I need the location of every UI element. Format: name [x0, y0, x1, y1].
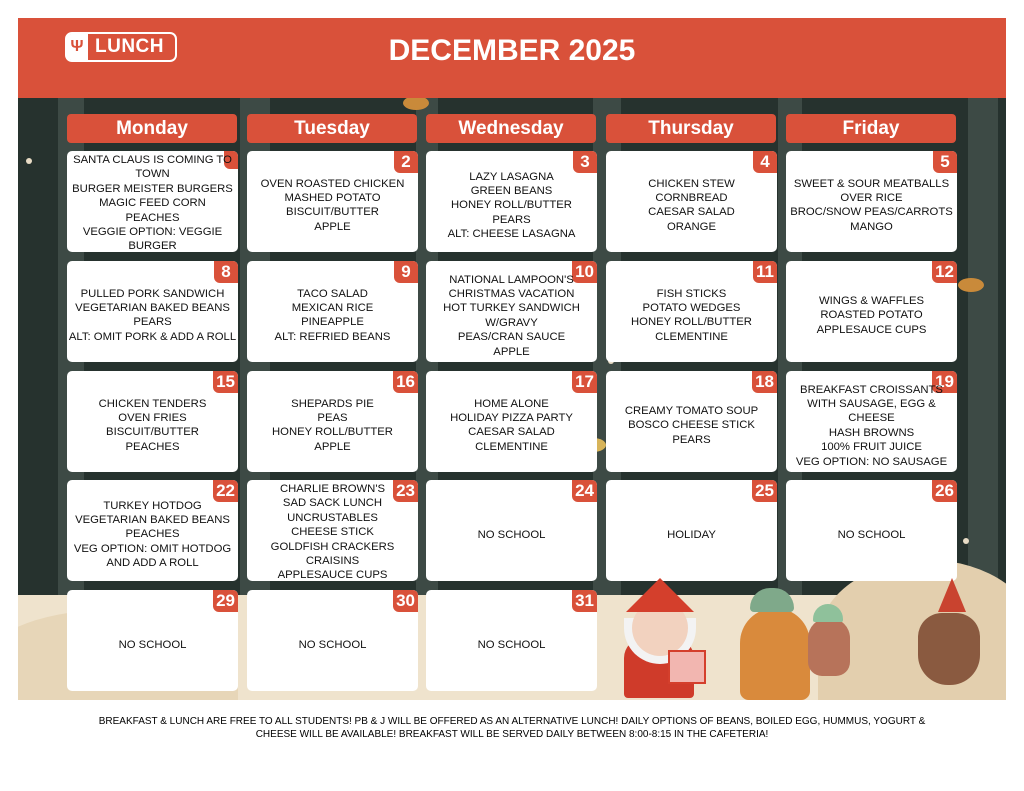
menu-items — [248, 177, 417, 235]
menu-line: CREAMY TOMATO SOUP — [624, 405, 759, 417]
menu-line: WITH SAUSAGE, EGG & CHEESE — [807, 397, 936, 425]
menu-line: OVER RICE — [840, 191, 903, 204]
menu-line: SAD SACK LUNCH — [282, 497, 383, 510]
menu-line: PEARS — [133, 316, 172, 329]
day-cell-week2-tuesday — [247, 261, 418, 362]
menu-line: TACO SALAD — [297, 287, 368, 300]
menu-line: VEG OPTION: NO SAUSAGE — [795, 455, 948, 468]
menu-line: PEARS — [492, 213, 531, 226]
date-number: 17 — [572, 371, 597, 393]
menu-line: MEXICAN RICE — [291, 301, 374, 314]
menu-items — [427, 528, 596, 542]
calendar-sheet — [18, 18, 1006, 700]
day-cell-week2-thursday — [606, 261, 777, 362]
menu-items — [427, 170, 596, 242]
date-number: 8 — [214, 261, 238, 283]
menu-items — [68, 153, 237, 252]
menu-line: GOLDFISH CRACKERS — [270, 540, 395, 553]
menu-items — [427, 273, 596, 359]
menu-line: PEACHES — [125, 528, 180, 541]
menu-items — [68, 287, 237, 345]
menu-items — [68, 638, 237, 652]
day-cell-week1-monday — [67, 151, 238, 252]
date-number: 22 — [213, 480, 238, 502]
menu-line: APPLE — [314, 220, 351, 233]
menu-line: FISH STICKS — [656, 287, 727, 300]
menu-line: TURKEY HOTDOG — [103, 499, 202, 512]
menu-line: HOLIDAY — [667, 528, 716, 541]
menu-line: CAESAR SALAD — [648, 206, 735, 219]
menu-items — [248, 638, 417, 652]
date-number: 12 — [932, 261, 957, 283]
menu-line: PEACHES — [125, 211, 180, 224]
menu-items — [68, 499, 237, 571]
menu-line: LAZY LASAGNA — [469, 170, 554, 183]
menu-items — [248, 287, 417, 345]
day-cell-week4-monday — [67, 480, 238, 581]
day-header-wednesday: Wednesday — [426, 114, 596, 143]
date-number: 10 — [572, 261, 597, 283]
menu-items — [607, 528, 776, 542]
date-number: 19 — [932, 371, 957, 393]
header-bar — [18, 18, 1006, 98]
day-cell-week5-monday — [67, 590, 238, 691]
menu-line: HASH BROWNS — [828, 426, 915, 439]
menu-items — [787, 294, 956, 337]
date-number: 18 — [752, 371, 777, 393]
menu-line: BISCUIT/BUTTER — [286, 206, 379, 219]
gift-icon — [668, 650, 706, 684]
menu-line: CAESAR SALAD — [468, 426, 555, 439]
menu-line: SANTA CLAUS IS COMING TO TOWN — [73, 154, 232, 181]
menu-line: SHEPARDS PIE — [291, 397, 374, 410]
owl-illustration — [808, 618, 850, 676]
menu-line: PEACHES — [125, 440, 180, 453]
date-number: 5 — [933, 151, 957, 173]
date-number: 9 — [394, 261, 418, 283]
fork-icon: Ψ — [66, 34, 88, 60]
menu-line: WINGS & WAFFLES — [818, 295, 925, 307]
day-cell-week4-wednesday — [426, 480, 597, 581]
menu-line: VEGETARIAN BAKED BEANS — [75, 301, 230, 314]
day-cell-week2-wednesday — [426, 261, 597, 362]
footer-line-2: CHEESE WILL BE AVAILABLE! BREAKFAST WILL BE SERVED DAILY BETWEEN 8:00-8:15 IN THE CAFETERIA! — [255, 729, 769, 740]
menu-line: CORNBREAD — [655, 191, 728, 204]
menu-line: NATIONAL LAMPOON'S CHRISTMAS VACATION — [448, 273, 575, 300]
menu-items — [787, 177, 956, 235]
menu-line: BISCUIT/BUTTER — [106, 426, 199, 439]
menu-line: APPLE — [493, 345, 530, 358]
date-number: 24 — [572, 480, 597, 502]
day-cell-week3-tuesday — [247, 371, 418, 472]
menu-line: APPLESAUCE CUPS — [816, 323, 927, 336]
menu-line: ORANGE — [667, 220, 716, 233]
menu-line: APPLESAUCE CUPS — [277, 569, 388, 581]
menu-line: VEGETARIAN BAKED BEANS — [75, 513, 230, 526]
menu-line: ROASTED POTATO — [820, 309, 923, 322]
footer-line-1: BREAKFAST & LUNCH ARE FREE TO ALL STUDENTS! PB & J WILL BE OFFERED AS AN ALTERNATIVE LUNCH! DAILY OPTIONS OF BEANS, BOILED EGG, HUMMUS, YOGURT & — [98, 716, 926, 727]
snow-dot — [26, 158, 32, 164]
menu-line: SWEET & SOUR MEATBALLS — [793, 177, 950, 190]
deer-hat-icon — [938, 578, 966, 612]
date-number: 29 — [213, 590, 238, 612]
menu-line: BREAKFAST CROISSANTS — [800, 383, 943, 396]
date-number: 23 — [393, 480, 418, 502]
menu-line: APPLE — [314, 440, 351, 453]
menu-line: OVEN FRIES — [118, 411, 187, 424]
menu-items — [607, 177, 776, 235]
date-number: 4 — [753, 151, 777, 173]
date-number: 25 — [752, 480, 777, 502]
fox-illustration — [740, 608, 810, 700]
logo-label: LUNCH — [95, 36, 164, 57]
menu-line: PEARS — [672, 433, 711, 446]
day-cell-week5-tuesday — [247, 590, 418, 691]
day-cell-week1-wednesday — [426, 151, 597, 252]
menu-line: NO SCHOOL — [477, 638, 546, 651]
menu-line: ALT: REFRIED BEANS — [274, 330, 391, 343]
day-cell-week2-friday — [786, 261, 957, 362]
menu-line: CRAISINS — [305, 555, 360, 568]
menu-line: CHEESE STICK — [291, 526, 374, 539]
menu-line: CHICKEN STEW — [648, 177, 735, 190]
menu-line: 100% FRUIT JUICE — [821, 441, 922, 454]
menu-items — [787, 528, 956, 542]
day-cell-week1-tuesday — [247, 151, 418, 252]
footer-note — [60, 715, 964, 741]
day-cell-week3-wednesday — [426, 371, 597, 472]
day-cell-week1-thursday — [606, 151, 777, 252]
day-cell-week3-friday — [786, 371, 957, 472]
date-number: 31 — [572, 590, 597, 612]
menu-line: GREEN BEANS — [470, 184, 553, 197]
menu-line: HONEY ROLL/BUTTER — [631, 316, 752, 329]
date-number: 15 — [213, 371, 238, 393]
day-cell-week3-monday — [67, 371, 238, 472]
day-cell-week4-friday — [786, 480, 957, 581]
day-cell-week2-monday — [67, 261, 238, 362]
menu-items — [427, 397, 596, 455]
menu-line: NO SCHOOL — [477, 528, 546, 541]
menu-line: ALT: OMIT PORK & ADD A ROLL — [68, 330, 237, 343]
day-cell-week5-wednesday — [426, 590, 597, 691]
menu-line: PULLED PORK SANDWICH — [80, 287, 225, 300]
menu-line: MAGIC FEED CORN — [99, 197, 206, 210]
menu-line: CHICKEN TENDERS — [98, 397, 207, 410]
date-number: 26 — [932, 480, 957, 502]
day-header-tuesday: Tuesday — [247, 114, 417, 143]
menu-line: UNCRUSTABLES — [287, 511, 378, 524]
date-number: 30 — [393, 590, 418, 612]
date-number: 11 — [753, 261, 777, 283]
day-header-monday: Monday — [67, 114, 237, 143]
date-number: 3 — [573, 151, 597, 173]
menu-line: BROC/SNOW PEAS/CARROTS — [790, 206, 953, 219]
menu-line: MANGO — [850, 220, 893, 233]
leaf-decoration — [958, 278, 984, 292]
menu-items — [607, 404, 776, 447]
day-header-thursday: Thursday — [606, 114, 776, 143]
menu-line: HOT TURKEY SANDWICH W/GRAVY — [443, 302, 580, 329]
day-cell-week1-friday — [786, 151, 957, 252]
menu-items — [248, 482, 417, 581]
menu-line: NO SCHOOL — [298, 638, 367, 651]
menu-items — [607, 287, 776, 345]
menu-line: VEGGIE OPTION: VEGGIE BURGER — [82, 226, 223, 252]
menu-line: PINEAPPLE — [301, 316, 364, 329]
menu-line: BOSCO CHEESE STICK — [628, 419, 755, 432]
menu-line: HONEY ROLL/BUTTER — [451, 199, 572, 212]
date-number: 2 — [394, 151, 418, 173]
day-cell-week4-thursday — [606, 480, 777, 581]
menu-line: HONEY ROLL/BUTTER — [272, 426, 393, 439]
menu-items — [787, 383, 956, 469]
menu-line: HOLIDAY PIZZA PARTY — [450, 411, 573, 424]
menu-items — [427, 638, 596, 652]
deer-illustration — [918, 613, 980, 685]
snow-dot — [963, 538, 969, 544]
calendar-title: DECEMBER 2025 — [388, 34, 636, 67]
menu-line: VEG OPTION: OMIT HOTDOG AND ADD A ROLL — [73, 542, 232, 570]
menu-items — [68, 397, 237, 455]
day-cell-week4-tuesday — [247, 480, 418, 581]
menu-line: MASHED POTATO — [284, 191, 381, 204]
menu-items — [248, 397, 417, 455]
menu-line: OVEN ROASTED CHICKEN — [260, 177, 405, 190]
menu-line: BURGER MEISTER BURGERS — [72, 182, 233, 195]
date-number: 16 — [393, 371, 418, 393]
day-cell-week3-thursday — [606, 371, 777, 472]
menu-line: CHARLIE BROWN'S — [279, 483, 386, 495]
menu-line: ALT: CHEESE LASAGNA — [447, 228, 576, 241]
menu-line: NO SCHOOL — [837, 528, 906, 541]
menu-line: CLEMENTINE — [655, 330, 728, 343]
menu-line: PEAS — [317, 411, 348, 424]
leaf-decoration — [403, 96, 429, 110]
menu-line: HOME ALONE — [474, 397, 549, 410]
menu-line: NO SCHOOL — [118, 638, 187, 651]
menu-line: PEAS/CRAN SAUCE — [457, 331, 566, 344]
menu-line: POTATO WEDGES — [642, 301, 741, 314]
day-header-friday: Friday — [786, 114, 956, 143]
menu-line: CLEMENTINE — [475, 440, 548, 453]
